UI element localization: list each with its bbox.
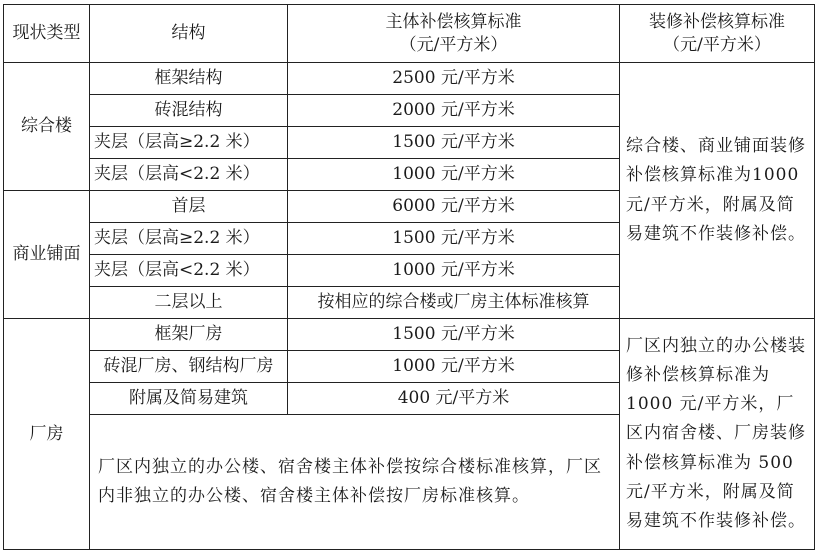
compensation-table [3, 4, 815, 550]
header-main-standard [288, 5, 620, 63]
structure-cell: 框架厂房 [90, 319, 288, 351]
header-row [4, 5, 815, 63]
header-deco-line1: 装修补偿核算标准 [649, 11, 785, 32]
price-cell: 1500 元/平方米 [288, 319, 620, 351]
header-deco-line2: （元/平方米） [663, 34, 771, 55]
header-main-line2: （元/平方米） [399, 34, 508, 55]
header-main-line1: 主体补偿核算标准 [385, 11, 522, 32]
price-cell: 1500 元/平方米 [288, 127, 620, 159]
price-cell: 按相应的综合楼或厂房主体标准核算 [288, 287, 620, 319]
header-deco-standard [620, 5, 815, 63]
structure-cell: 夹层（层高≥2.2 米） [90, 127, 288, 159]
structure-cell: 砖混结构 [90, 95, 288, 127]
header-type-label: 现状类型 [12, 23, 81, 44]
price-cell: 2500 元/平方米 [288, 63, 620, 95]
price-cell: 6000 元/平方米 [288, 191, 620, 223]
header-type [4, 5, 90, 63]
deco-factory: 厂区内独立的办公楼装修补偿核算标准为1000 元/平方米，厂区内宿舍楼、厂房装修补偿核算标准为 500元/平方米，附属及简易建筑不作装修补偿。 [620, 319, 815, 550]
price-cell: 1500 元/平方米 [288, 223, 620, 255]
header-structure-label: 结构 [171, 23, 206, 44]
type-complex: 综合楼 [4, 63, 90, 191]
header-structure [90, 5, 288, 63]
table-row [4, 63, 815, 95]
deco-complex-shop: 综合楼、商业铺面装修补偿核算标准为1000 元/平方米，附属及简易建筑不作装修补偿。 [620, 63, 815, 319]
structure-cell: 附属及简易建筑 [90, 383, 288, 415]
price-cell: 1000 元/平方米 [288, 255, 620, 287]
type-shop: 商业铺面 [4, 191, 90, 319]
structure-cell: 砖混厂房、钢结构厂房 [90, 351, 288, 383]
structure-cell: 夹层（层高<2.2 米） [90, 159, 288, 191]
price-cell: 1000 元/平方米 [288, 351, 620, 383]
factory-note: 厂区内独立的办公楼、宿舍楼主体补偿按综合楼标准核算，厂区内非独立的办公楼、宿舍楼主体补偿按厂房标准核算。 [90, 415, 620, 550]
table-row [4, 319, 815, 351]
structure-cell: 二层以上 [90, 287, 288, 319]
price-cell: 1000 元/平方米 [288, 159, 620, 191]
price-cell: 2000 元/平方米 [288, 95, 620, 127]
structure-cell: 夹层（层高≥2.2 米） [90, 223, 288, 255]
price-cell: 400 元/平方米 [288, 383, 620, 415]
structure-cell: 框架结构 [90, 63, 288, 95]
structure-cell: 首层 [90, 191, 288, 223]
structure-cell: 夹层（层高<2.2 米） [90, 255, 288, 287]
type-factory: 厂房 [4, 319, 90, 550]
